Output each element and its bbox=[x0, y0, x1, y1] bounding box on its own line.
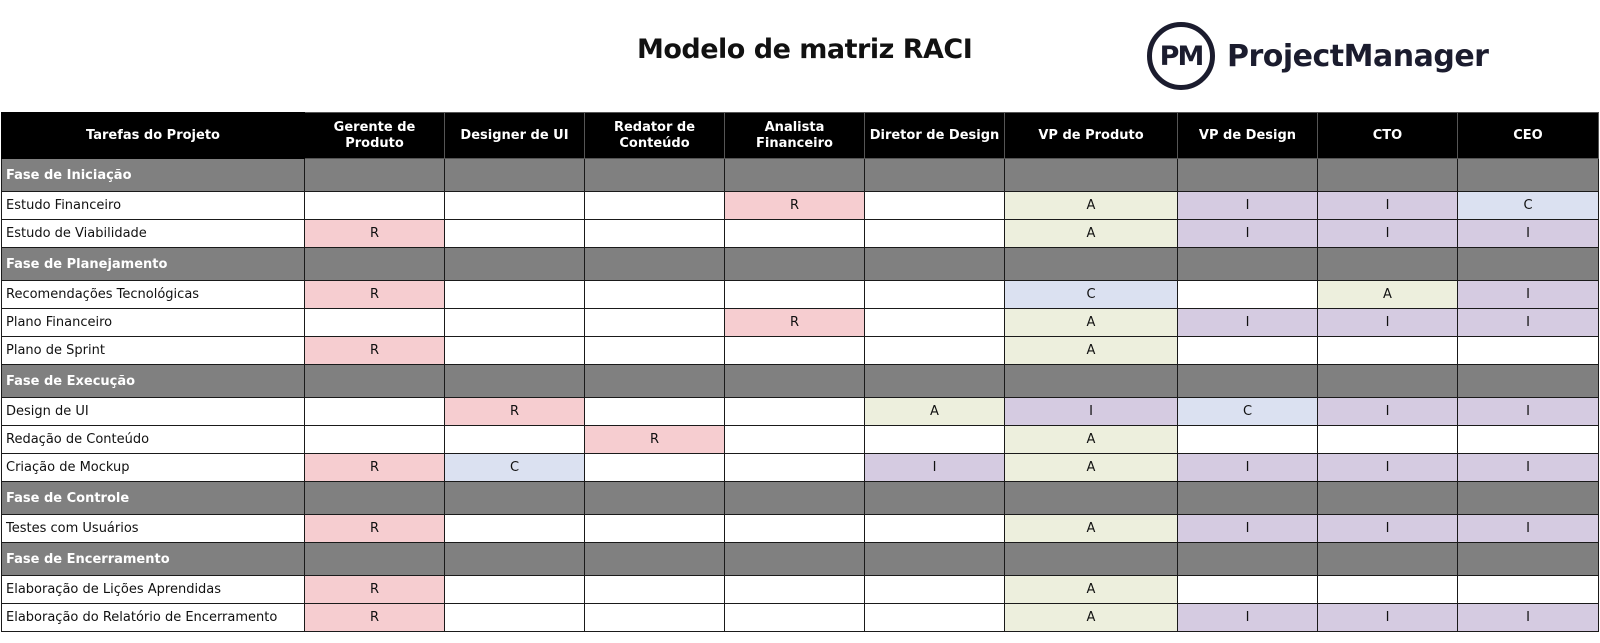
raci-cell bbox=[1458, 337, 1599, 365]
raci-cell bbox=[865, 543, 1005, 576]
raci-cell: R bbox=[305, 454, 445, 482]
raci-cell: I bbox=[1458, 309, 1599, 337]
raci-cell: R bbox=[305, 281, 445, 309]
raci-cell bbox=[1005, 365, 1178, 398]
raci-matrix-table bbox=[1, 112, 1599, 632]
pm-logo-icon: PM bbox=[1147, 22, 1215, 90]
raci-cell bbox=[445, 281, 585, 309]
logo-wordmark: ProjectManager bbox=[1227, 38, 1489, 74]
raci-cell: R bbox=[305, 576, 445, 604]
column-header-role: Diretor de Design bbox=[865, 113, 1005, 159]
raci-cell bbox=[865, 515, 1005, 543]
raci-cell bbox=[445, 604, 585, 632]
phase-label: Fase de Encerramento bbox=[2, 543, 305, 576]
raci-cell bbox=[305, 543, 445, 576]
raci-cell bbox=[1178, 248, 1318, 281]
raci-cell bbox=[1458, 482, 1599, 515]
raci-cell bbox=[865, 220, 1005, 248]
column-header-role: Analista Financeiro bbox=[725, 113, 865, 159]
raci-cell: A bbox=[1318, 281, 1458, 309]
raci-cell bbox=[1178, 159, 1318, 192]
raci-cell bbox=[585, 365, 725, 398]
raci-cell: A bbox=[1005, 426, 1178, 454]
raci-cell bbox=[305, 248, 445, 281]
raci-cell bbox=[445, 482, 585, 515]
page-title: Modelo de matriz RACI bbox=[637, 34, 973, 65]
raci-cell: R bbox=[725, 309, 865, 337]
raci-cell: R bbox=[445, 398, 585, 426]
phase-row bbox=[2, 482, 1599, 515]
raci-cell bbox=[585, 482, 725, 515]
raci-cell bbox=[445, 159, 585, 192]
raci-cell bbox=[725, 576, 865, 604]
raci-cell: I bbox=[1458, 398, 1599, 426]
raci-cell bbox=[585, 398, 725, 426]
raci-cell bbox=[1458, 426, 1599, 454]
raci-cell bbox=[585, 543, 725, 576]
raci-cell bbox=[305, 192, 445, 220]
phase-label: Fase de Planejamento bbox=[2, 248, 305, 281]
raci-cell bbox=[1318, 482, 1458, 515]
raci-cell: I bbox=[1178, 220, 1318, 248]
raci-cell bbox=[1005, 248, 1178, 281]
raci-cell: C bbox=[1458, 192, 1599, 220]
column-header-role: CTO bbox=[1318, 113, 1458, 159]
raci-cell bbox=[585, 309, 725, 337]
task-label: Testes com Usuários bbox=[2, 515, 305, 543]
phase-row bbox=[2, 543, 1599, 576]
raci-cell bbox=[725, 220, 865, 248]
raci-cell bbox=[725, 159, 865, 192]
raci-cell bbox=[305, 159, 445, 192]
raci-cell bbox=[725, 337, 865, 365]
raci-cell bbox=[1178, 482, 1318, 515]
raci-cell bbox=[865, 159, 1005, 192]
phase-label: Fase de Controle bbox=[2, 482, 305, 515]
raci-cell: I bbox=[1178, 192, 1318, 220]
raci-cell bbox=[1458, 576, 1599, 604]
task-row bbox=[2, 281, 1599, 309]
raci-cell: C bbox=[1005, 281, 1178, 309]
raci-cell bbox=[1178, 281, 1318, 309]
raci-cell bbox=[725, 281, 865, 309]
raci-cell bbox=[1318, 576, 1458, 604]
raci-cell bbox=[445, 543, 585, 576]
raci-cell bbox=[865, 365, 1005, 398]
task-row bbox=[2, 309, 1599, 337]
raci-cell: I bbox=[1318, 192, 1458, 220]
raci-cell: I bbox=[865, 454, 1005, 482]
raci-cell bbox=[305, 365, 445, 398]
raci-cell: A bbox=[1005, 220, 1178, 248]
task-row bbox=[2, 604, 1599, 632]
raci-cell bbox=[305, 426, 445, 454]
raci-cell: I bbox=[1458, 281, 1599, 309]
raci-cell bbox=[1178, 543, 1318, 576]
raci-cell bbox=[585, 220, 725, 248]
column-header-role: Gerente de Produto bbox=[305, 113, 445, 159]
raci-cell bbox=[1178, 365, 1318, 398]
task-label: Redação de Conteúdo bbox=[2, 426, 305, 454]
raci-cell bbox=[585, 454, 725, 482]
task-label: Criação de Mockup bbox=[2, 454, 305, 482]
raci-cell bbox=[1005, 159, 1178, 192]
raci-cell bbox=[725, 604, 865, 632]
raci-cell: I bbox=[1318, 604, 1458, 632]
raci-cell bbox=[1458, 543, 1599, 576]
raci-cell: I bbox=[1178, 515, 1318, 543]
raci-cell bbox=[445, 337, 585, 365]
raci-cell bbox=[445, 248, 585, 281]
raci-cell bbox=[725, 398, 865, 426]
raci-cell: A bbox=[1005, 604, 1178, 632]
raci-cell: A bbox=[1005, 515, 1178, 543]
raci-cell bbox=[725, 426, 865, 454]
raci-cell bbox=[725, 515, 865, 543]
raci-cell bbox=[445, 220, 585, 248]
raci-cell: I bbox=[1178, 604, 1318, 632]
raci-cell: I bbox=[1318, 398, 1458, 426]
raci-cell bbox=[865, 482, 1005, 515]
project-manager-logo bbox=[1147, 21, 1488, 91]
raci-cell bbox=[1318, 248, 1458, 281]
task-row bbox=[2, 398, 1599, 426]
raci-cell: A bbox=[1005, 454, 1178, 482]
raci-cell: I bbox=[1318, 220, 1458, 248]
raci-cell bbox=[585, 248, 725, 281]
column-header-role: Designer de UI bbox=[445, 113, 585, 159]
raci-cell bbox=[865, 576, 1005, 604]
task-row bbox=[2, 454, 1599, 482]
raci-cell bbox=[1458, 248, 1599, 281]
raci-cell bbox=[725, 482, 865, 515]
task-label: Elaboração do Relatório de Encerramento bbox=[2, 604, 305, 632]
raci-cell: R bbox=[585, 426, 725, 454]
raci-cell bbox=[1318, 543, 1458, 576]
column-header-role: VP de Produto bbox=[1005, 113, 1178, 159]
raci-cell bbox=[305, 482, 445, 515]
raci-cell bbox=[585, 192, 725, 220]
task-row bbox=[2, 515, 1599, 543]
raci-cell: R bbox=[305, 604, 445, 632]
raci-cell bbox=[305, 398, 445, 426]
task-row bbox=[2, 192, 1599, 220]
raci-cell: A bbox=[1005, 576, 1178, 604]
raci-cell bbox=[865, 192, 1005, 220]
raci-cell bbox=[725, 248, 865, 281]
column-header-role: VP de Design bbox=[1178, 113, 1318, 159]
raci-cell bbox=[1178, 426, 1318, 454]
raci-cell bbox=[865, 309, 1005, 337]
task-label: Plano de Sprint bbox=[2, 337, 305, 365]
raci-cell bbox=[585, 159, 725, 192]
raci-cell: A bbox=[1005, 309, 1178, 337]
raci-cell bbox=[1458, 159, 1599, 192]
raci-cell bbox=[865, 426, 1005, 454]
raci-cell bbox=[865, 248, 1005, 281]
task-label: Elaboração de Lições Aprendidas bbox=[2, 576, 305, 604]
raci-cell bbox=[585, 337, 725, 365]
raci-cell bbox=[1178, 576, 1318, 604]
raci-cell bbox=[1005, 543, 1178, 576]
raci-cell bbox=[1318, 337, 1458, 365]
phase-label: Fase de Execução bbox=[2, 365, 305, 398]
task-row bbox=[2, 576, 1599, 604]
raci-cell bbox=[445, 515, 585, 543]
raci-cell: R bbox=[305, 515, 445, 543]
raci-cell bbox=[445, 365, 585, 398]
raci-cell bbox=[865, 604, 1005, 632]
phase-label: Fase de Iniciação bbox=[2, 159, 305, 192]
raci-cell bbox=[585, 604, 725, 632]
raci-cell bbox=[585, 576, 725, 604]
raci-cell bbox=[445, 192, 585, 220]
raci-cell: A bbox=[1005, 337, 1178, 365]
task-label: Plano Financeiro bbox=[2, 309, 305, 337]
raci-cell bbox=[445, 576, 585, 604]
raci-cell bbox=[305, 309, 445, 337]
column-header-role: CEO bbox=[1458, 113, 1599, 159]
raci-cell bbox=[1318, 365, 1458, 398]
raci-cell: I bbox=[1178, 454, 1318, 482]
raci-cell bbox=[725, 454, 865, 482]
raci-cell bbox=[585, 515, 725, 543]
task-label: Design de UI bbox=[2, 398, 305, 426]
raci-cell: I bbox=[1318, 515, 1458, 543]
task-row bbox=[2, 337, 1599, 365]
raci-cell: R bbox=[305, 337, 445, 365]
phase-row bbox=[2, 365, 1599, 398]
task-label: Recomendações Tecnológicas bbox=[2, 281, 305, 309]
table-body bbox=[2, 159, 1599, 632]
raci-cell bbox=[445, 426, 585, 454]
raci-cell bbox=[725, 365, 865, 398]
raci-cell: I bbox=[1318, 309, 1458, 337]
raci-cell: R bbox=[725, 192, 865, 220]
raci-cell: I bbox=[1005, 398, 1178, 426]
raci-cell: C bbox=[445, 454, 585, 482]
raci-cell bbox=[1005, 482, 1178, 515]
header-row bbox=[2, 113, 1599, 159]
phase-row bbox=[2, 248, 1599, 281]
raci-cell bbox=[445, 309, 585, 337]
column-header-role: Redator de Conteúdo bbox=[585, 113, 725, 159]
raci-cell: I bbox=[1318, 454, 1458, 482]
raci-cell bbox=[1318, 159, 1458, 192]
raci-cell: C bbox=[1178, 398, 1318, 426]
raci-cell: I bbox=[1458, 220, 1599, 248]
raci-cell bbox=[1318, 426, 1458, 454]
raci-cell bbox=[725, 543, 865, 576]
raci-cell: I bbox=[1458, 604, 1599, 632]
phase-row bbox=[2, 159, 1599, 192]
raci-cell: A bbox=[865, 398, 1005, 426]
raci-cell bbox=[865, 337, 1005, 365]
raci-cell: R bbox=[305, 220, 445, 248]
raci-cell: I bbox=[1458, 515, 1599, 543]
task-row bbox=[2, 426, 1599, 454]
column-header-tasks: Tarefas do Projeto bbox=[2, 113, 305, 159]
raci-cell: I bbox=[1458, 454, 1599, 482]
raci-cell bbox=[1178, 337, 1318, 365]
task-label: Estudo Financeiro bbox=[2, 192, 305, 220]
raci-cell: A bbox=[1005, 192, 1178, 220]
raci-cell bbox=[585, 281, 725, 309]
task-row bbox=[2, 220, 1599, 248]
raci-cell bbox=[1458, 365, 1599, 398]
raci-cell: I bbox=[1178, 309, 1318, 337]
raci-cell bbox=[865, 281, 1005, 309]
task-label: Estudo de Viabilidade bbox=[2, 220, 305, 248]
